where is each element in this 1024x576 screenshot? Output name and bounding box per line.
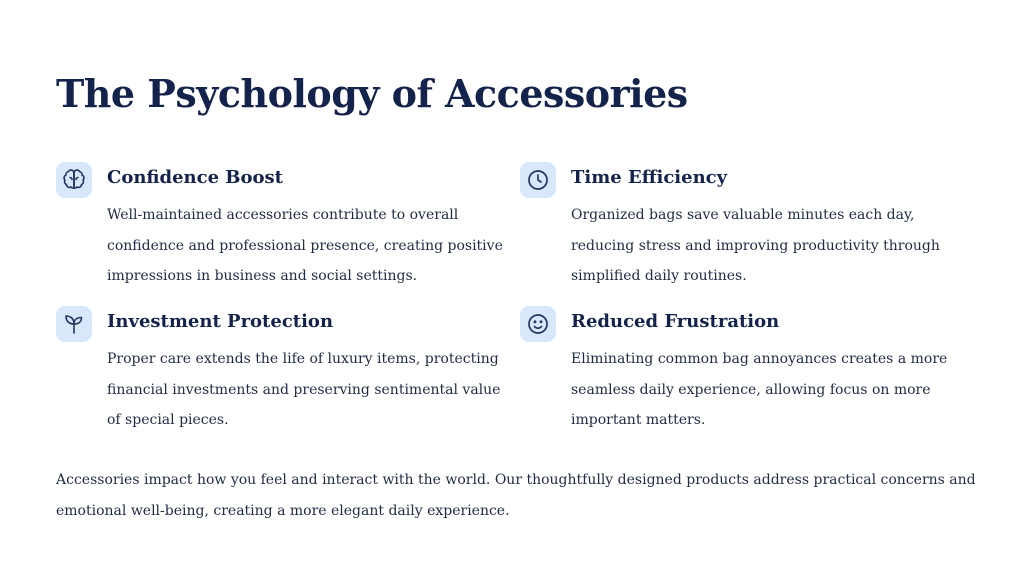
feature-description: Eliminating common bag annoyances creates a more seamless daily experience, allowing focus on more important matters. [571, 351, 948, 428]
feature-description: Well-maintained accessories contribute to overall confidence and professional presence, creating positive impressions in business and social settings. [107, 207, 503, 284]
feature-title: Confidence Boost [107, 167, 283, 188]
page-title: The Psychology of Accessories [56, 71, 688, 116]
feature-description: Organized bags save valuable minutes each day, reducing stress and improving productivity through simplified daily routines. [571, 207, 940, 284]
sprout-icon [56, 306, 92, 342]
feature-title: Investment Protection [107, 311, 334, 332]
feature-title: Reduced Frustration [571, 311, 780, 332]
clock-icon [520, 162, 556, 198]
summary-paragraph: Accessories impact how you feel and interact with the world. Our thoughtfully designed products address practical concerns and emotional well-being, creating a more elegant daily experience. [56, 472, 976, 519]
smile-icon [520, 306, 556, 342]
feature-description: Proper care extends the life of luxury items, protecting financial investments and preserving sentimental value of special pieces. [107, 351, 501, 428]
brain-icon [56, 162, 92, 198]
feature-title: Time Efficiency [571, 167, 728, 188]
